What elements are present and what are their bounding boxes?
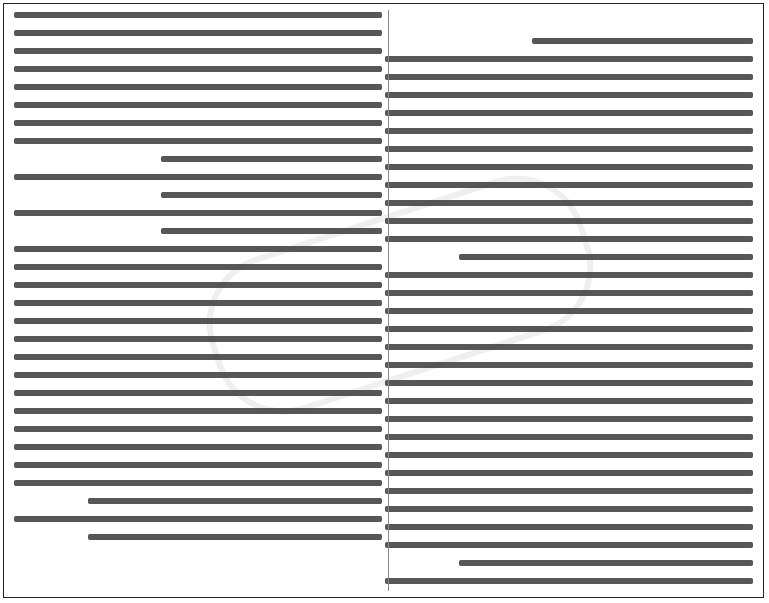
text-line xyxy=(385,416,753,422)
text-line xyxy=(385,344,753,350)
text-line xyxy=(14,516,382,522)
text-line xyxy=(385,182,753,188)
text-line xyxy=(14,354,382,360)
text-line xyxy=(385,380,753,386)
text-line xyxy=(14,210,382,216)
text-line xyxy=(385,74,753,80)
signature-line xyxy=(14,552,382,570)
column-divider xyxy=(388,10,389,591)
text-line xyxy=(14,318,382,324)
text-line xyxy=(14,444,382,450)
text-line xyxy=(385,578,753,584)
text-line xyxy=(14,48,382,54)
text-line xyxy=(14,336,382,342)
text-line xyxy=(385,452,753,458)
text-line xyxy=(14,66,382,72)
text-line xyxy=(459,254,753,260)
text-line xyxy=(14,138,382,144)
text-line xyxy=(161,156,382,162)
text-line xyxy=(14,102,382,108)
text-line xyxy=(14,390,382,396)
text-line xyxy=(385,218,753,224)
notice-column-left xyxy=(14,12,382,589)
text-line xyxy=(14,480,382,486)
text-line xyxy=(459,560,753,566)
text-line xyxy=(14,282,382,288)
text-line xyxy=(88,534,382,540)
text-line xyxy=(385,488,753,494)
text-line xyxy=(385,506,753,512)
text-line xyxy=(14,12,382,18)
text-line xyxy=(161,228,382,234)
text-line xyxy=(385,92,753,98)
signature-name xyxy=(14,576,382,589)
text-line xyxy=(385,308,753,314)
text-line xyxy=(161,192,382,198)
text-line xyxy=(385,56,753,62)
text-line xyxy=(385,290,753,296)
text-line xyxy=(385,164,753,170)
text-line xyxy=(385,524,753,530)
text-line xyxy=(385,326,753,332)
text-line xyxy=(385,146,753,152)
text-line xyxy=(14,174,382,180)
notice-text-lines-left xyxy=(14,12,382,540)
text-line xyxy=(532,38,753,44)
text-line xyxy=(385,470,753,476)
text-line xyxy=(14,264,382,270)
text-line xyxy=(14,300,382,306)
text-line xyxy=(385,128,753,134)
text-line xyxy=(14,372,382,378)
text-line xyxy=(385,272,753,278)
text-line xyxy=(88,498,382,504)
text-line xyxy=(385,200,753,206)
text-line xyxy=(385,236,753,242)
text-line xyxy=(385,542,753,548)
text-line xyxy=(14,426,382,432)
text-line xyxy=(385,362,753,368)
notice-frame xyxy=(3,3,764,598)
notice-text-lines-right xyxy=(385,38,753,589)
notice-column-right xyxy=(385,12,753,589)
text-line xyxy=(14,246,382,252)
text-line xyxy=(14,30,382,36)
text-line xyxy=(385,398,753,404)
text-line xyxy=(14,84,382,90)
text-line xyxy=(14,120,382,126)
text-line xyxy=(385,434,753,440)
text-line xyxy=(385,110,753,116)
notice-title xyxy=(385,14,753,32)
text-line xyxy=(14,462,382,468)
text-line xyxy=(14,408,382,414)
